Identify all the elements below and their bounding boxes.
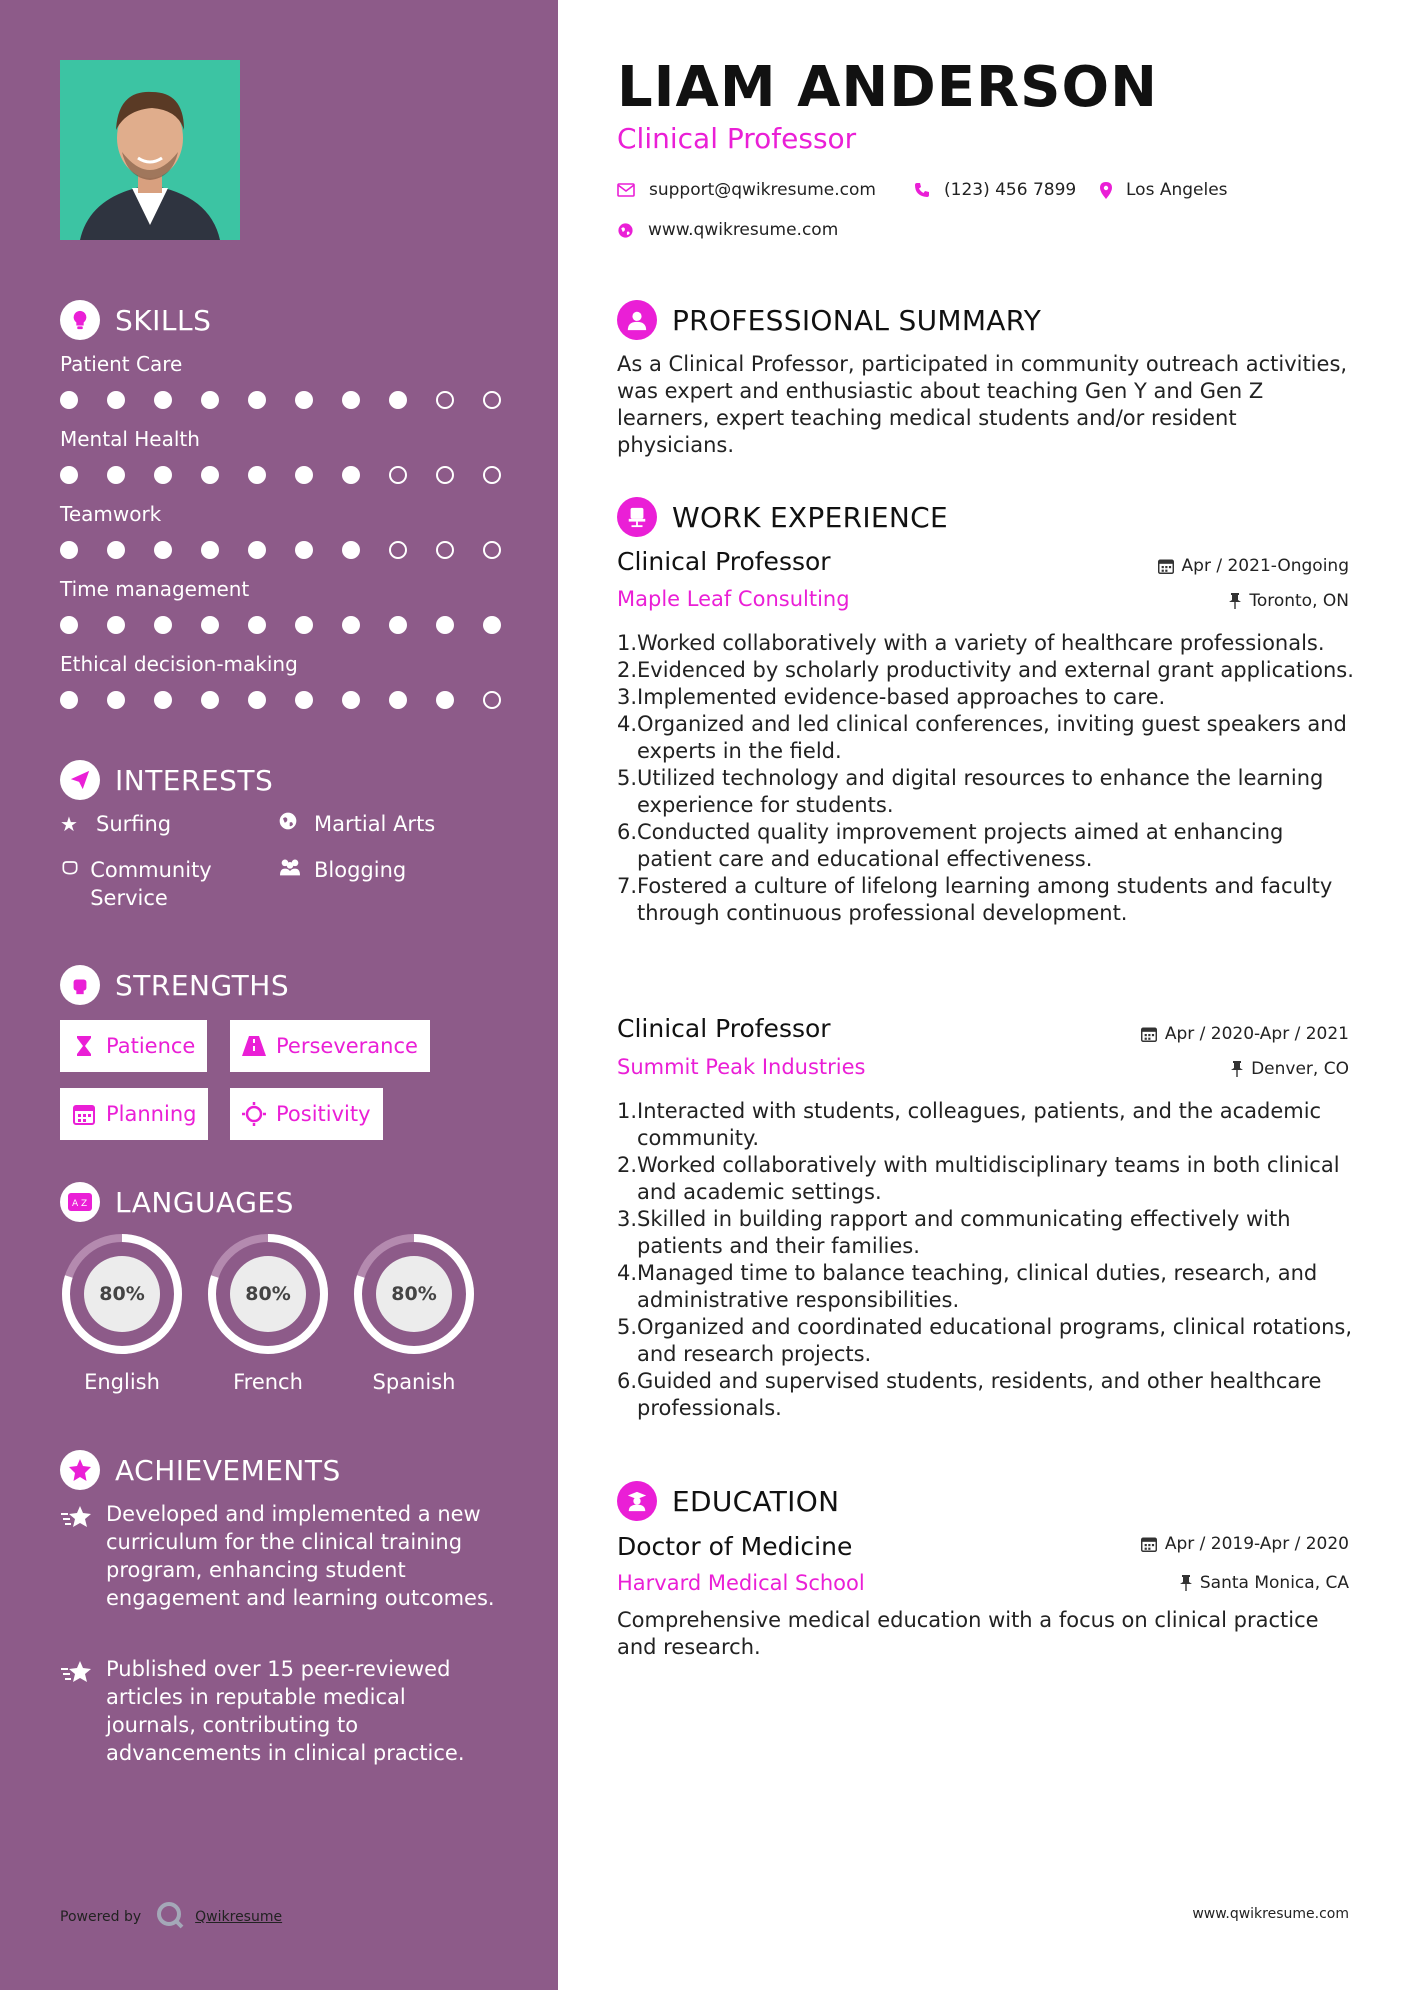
education-description: Comprehensive medical education with a focus on clinical practice and research. bbox=[617, 1608, 1319, 1659]
skill-label: Teamwork bbox=[60, 502, 162, 526]
strength-badge: Planning bbox=[60, 1088, 208, 1140]
skill-dot-empty bbox=[436, 466, 454, 484]
skill-dot-filled bbox=[60, 466, 78, 484]
skill-dot-filled bbox=[342, 616, 360, 634]
calendar-icon bbox=[1141, 1026, 1157, 1042]
skill-dot-filled bbox=[295, 391, 313, 409]
skill-dot-filled bbox=[295, 541, 313, 559]
skill-dot-filled bbox=[154, 691, 172, 709]
skill-dot-empty bbox=[389, 466, 407, 484]
job-dates: Apr / 2020-Apr / 2021 bbox=[1141, 1024, 1349, 1044]
sun-icon bbox=[242, 1102, 266, 1126]
list-number: 6 . bbox=[617, 819, 635, 873]
powered-by: Powered by Qwikresume bbox=[60, 1900, 282, 1934]
skill-dot-filled bbox=[295, 691, 313, 709]
interest-item: Blogging bbox=[278, 856, 406, 884]
skill-dot-filled bbox=[295, 466, 313, 484]
strength-badge: Patience bbox=[60, 1020, 207, 1072]
list-item bbox=[617, 1152, 1357, 1206]
briefcase-chair-icon bbox=[617, 497, 657, 537]
skill-dot-filled bbox=[154, 466, 172, 484]
skill-dot-empty bbox=[483, 541, 501, 559]
list-item bbox=[617, 873, 1357, 927]
skill-dot-filled bbox=[107, 466, 125, 484]
skill-dot-filled bbox=[107, 691, 125, 709]
skills-heading: SKILLS bbox=[60, 300, 211, 340]
graduate-icon bbox=[617, 1481, 657, 1521]
contact-email[interactable]: support@qwikresume.com bbox=[617, 180, 876, 200]
skill-dot-filled bbox=[248, 616, 266, 634]
skill-dot-filled bbox=[389, 691, 407, 709]
skill-dot-filled bbox=[436, 616, 454, 634]
job-company: Maple Leaf Consulting bbox=[617, 587, 850, 611]
job-dates: Apr / 2021-Ongoing bbox=[1158, 556, 1349, 576]
list-number: 3 . bbox=[617, 684, 635, 711]
skill-dot-filled bbox=[342, 541, 360, 559]
contact-phone[interactable]: (123) 456 7899 bbox=[914, 180, 1076, 200]
list-item bbox=[617, 1206, 1357, 1260]
map-pin-icon bbox=[1100, 182, 1112, 199]
skill-dot-filled bbox=[107, 391, 125, 409]
skill-rating bbox=[60, 615, 530, 635]
education-location: Santa Monica, CA bbox=[1180, 1573, 1349, 1593]
list-number: 5 . bbox=[617, 1314, 635, 1368]
list-number: 4 . bbox=[617, 711, 635, 765]
list-number: 3 . bbox=[617, 1206, 635, 1260]
calendar-icon bbox=[1141, 1536, 1157, 1552]
skill-dot-filled bbox=[154, 616, 172, 634]
skill-dot-filled bbox=[60, 616, 78, 634]
skill-dot-empty bbox=[389, 541, 407, 559]
list-item-text: Organized and coordinated educational programs, clinical rotations, and research projects. bbox=[637, 1315, 1353, 1366]
skill-dot-filled bbox=[60, 391, 78, 409]
list-item-text: Skilled in building rapport and communicating effectively with patients and their families. bbox=[637, 1207, 1291, 1258]
list-item-text: Managed time to balance teaching, clinical duties, research, and administrative responsibilities. bbox=[637, 1261, 1318, 1312]
svg-text:Z: Z bbox=[81, 1199, 88, 1209]
skill-dot-filled bbox=[342, 691, 360, 709]
skill-rating bbox=[60, 540, 530, 560]
skill-label: Mental Health bbox=[60, 427, 200, 451]
list-number: 7 . bbox=[617, 873, 635, 927]
skill-dot-filled bbox=[389, 616, 407, 634]
language-name: Spanish bbox=[372, 1370, 456, 1394]
skill-dot-empty bbox=[436, 391, 454, 409]
profile-photo bbox=[60, 60, 240, 240]
achievement-item: Developed and implemented a new curriculum for the clinical training program, enhancing student engagement and learning outcomes. bbox=[60, 1500, 500, 1612]
education-degree: Doctor of Medicine bbox=[617, 1532, 853, 1561]
skill-dot-empty bbox=[436, 541, 454, 559]
skill-label: Patient Care bbox=[60, 352, 183, 376]
contact-location: Los Angeles bbox=[1100, 180, 1228, 200]
star-icon: ★ bbox=[60, 812, 78, 836]
job-location: Denver, CO bbox=[1231, 1059, 1349, 1079]
skill-dot-filled bbox=[483, 616, 501, 634]
summary-text: As a Clinical Professor, participated in community outreach activities, was expert and enthusiastic about teaching Gen Y and Gen Z learners, expert teaching medical students and/or resident physicians. bbox=[617, 352, 1348, 457]
skill-rating bbox=[60, 465, 530, 485]
skill-dot-filled bbox=[342, 391, 360, 409]
strength-badge: Perseverance bbox=[230, 1020, 430, 1072]
skill-dot-filled bbox=[201, 466, 219, 484]
pushpin-icon bbox=[1231, 1061, 1243, 1077]
pushpin-icon bbox=[1229, 593, 1241, 609]
skill-dot-empty bbox=[483, 691, 501, 709]
language-percent: 80% bbox=[99, 1283, 145, 1305]
list-item-text: Worked collaboratively with multidisciplinary teams in both clinical and academic settings. bbox=[637, 1153, 1340, 1204]
list-number: 5 . bbox=[617, 765, 635, 819]
skill-dot-filled bbox=[60, 541, 78, 559]
skill-dot-filled bbox=[201, 541, 219, 559]
achievements-heading: ACHIEVEMENTS bbox=[60, 1450, 341, 1490]
skill-dot-filled bbox=[436, 691, 454, 709]
skill-dot-filled bbox=[107, 616, 125, 634]
language-icon bbox=[60, 1182, 100, 1222]
skill-dot-filled bbox=[248, 466, 266, 484]
svg-text:A: A bbox=[72, 1199, 79, 1209]
language-percent: 80% bbox=[245, 1283, 291, 1305]
skill-dot-empty bbox=[483, 391, 501, 409]
footer-website-link[interactable]: www.qwikresume.com bbox=[1192, 1906, 1349, 1922]
qwikresume-link[interactable]: Qwikresume bbox=[195, 1909, 283, 1925]
skill-dot-filled bbox=[248, 691, 266, 709]
skill-dot-filled bbox=[154, 541, 172, 559]
skill-dot-filled bbox=[154, 391, 172, 409]
job-title: Clinical Professor bbox=[617, 1014, 831, 1043]
skill-dot-filled bbox=[248, 391, 266, 409]
language-name: French bbox=[233, 1370, 303, 1394]
paper-plane-icon bbox=[60, 760, 100, 800]
list-number: 4 . bbox=[617, 1260, 635, 1314]
language-percent: 80% bbox=[391, 1283, 437, 1305]
globe-icon bbox=[617, 222, 634, 239]
fist-icon bbox=[60, 965, 100, 1005]
list-number: 6 . bbox=[617, 1368, 635, 1422]
language-ring bbox=[60, 1232, 184, 1356]
list-item bbox=[617, 1368, 1357, 1422]
interest-item: ★ Surfing bbox=[60, 812, 172, 836]
interest-item: Martial Arts bbox=[278, 810, 435, 838]
list-item-text: Worked collaboratively with a variety of healthcare professionals. bbox=[637, 631, 1325, 655]
skill-dot-filled bbox=[248, 541, 266, 559]
lightbulb-icon bbox=[60, 300, 100, 340]
language-ring bbox=[206, 1232, 330, 1356]
skill-dot-filled bbox=[389, 391, 407, 409]
envelope-icon bbox=[617, 183, 635, 197]
skill-label: Ethical decision-making bbox=[60, 652, 298, 676]
pushpin-icon bbox=[1180, 1575, 1192, 1591]
skill-dot-filled bbox=[107, 541, 125, 559]
sidebar bbox=[0, 0, 558, 1990]
candidate-name: LIAM ANDERSON bbox=[617, 55, 1158, 120]
list-item bbox=[617, 1314, 1357, 1368]
phone-icon bbox=[914, 182, 930, 198]
interests-heading: INTERESTS bbox=[60, 760, 273, 800]
skill-dot-empty bbox=[483, 466, 501, 484]
list-item bbox=[617, 657, 1357, 684]
star-badge-icon bbox=[60, 1450, 100, 1490]
language-ring bbox=[352, 1232, 476, 1356]
strengths-heading: STRENGTHS bbox=[60, 965, 289, 1005]
skill-rating bbox=[60, 390, 530, 410]
list-item bbox=[617, 1260, 1357, 1314]
language-name: English bbox=[84, 1370, 160, 1394]
skill-dot-filled bbox=[295, 616, 313, 634]
achievement-item: Published over 15 peer-reviewed articles in reputable medical journals, contributing to advancements in clinical practice. bbox=[60, 1655, 500, 1767]
list-number: 1 . bbox=[617, 630, 635, 657]
experience-heading: WORK EXPERIENCE bbox=[617, 497, 948, 537]
list-item bbox=[617, 630, 1357, 657]
hourglass-icon bbox=[72, 1034, 96, 1058]
skill-dot-filled bbox=[201, 391, 219, 409]
interest-item: Community Service bbox=[60, 856, 250, 912]
list-item bbox=[617, 684, 1357, 711]
list-item-text: Interacted with students, colleagues, patients, and the academic community. bbox=[637, 1099, 1322, 1150]
list-item bbox=[617, 765, 1357, 819]
hand-icon bbox=[60, 856, 80, 884]
list-number: 1 . bbox=[617, 1098, 635, 1152]
skill-dot-filled bbox=[60, 691, 78, 709]
education-dates: Apr / 2019-Apr / 2020 bbox=[1141, 1534, 1349, 1554]
user-icon bbox=[617, 300, 657, 340]
list-item bbox=[617, 711, 1357, 765]
skill-rating bbox=[60, 690, 530, 710]
globe-icon bbox=[278, 810, 304, 838]
list-item-text: Conducted quality improvement projects aimed at enhancing patient care and educational effectiveness. bbox=[637, 820, 1284, 871]
candidate-role: Clinical Professor bbox=[617, 122, 857, 155]
contact-website[interactable]: www.qwikresume.com bbox=[617, 220, 838, 240]
list-item-text: Fostered a culture of lifelong learning among students and faculty through continuous professional development. bbox=[637, 874, 1333, 925]
skill-dot-filled bbox=[201, 691, 219, 709]
list-item-text: Organized and led clinical conferences, inviting guest speakers and experts in the field. bbox=[637, 712, 1347, 763]
list-item bbox=[617, 819, 1357, 873]
list-item-text: Evidenced by scholarly productivity and external grant applications. bbox=[637, 658, 1354, 682]
skill-dot-filled bbox=[342, 466, 360, 484]
road-icon bbox=[242, 1034, 266, 1058]
list-item bbox=[617, 1098, 1357, 1152]
job-responsibilities bbox=[617, 630, 1357, 927]
education-heading: EDUCATION bbox=[617, 1481, 839, 1521]
list-item-text: Utilized technology and digital resources to enhance the learning experience for students. bbox=[637, 766, 1324, 817]
calendar-icon bbox=[1158, 558, 1174, 574]
skill-label: Time management bbox=[60, 577, 250, 601]
education-school: Harvard Medical School bbox=[617, 1571, 865, 1595]
job-responsibilities bbox=[617, 1098, 1357, 1422]
languages-heading: A Z LANGUAGES bbox=[60, 1182, 294, 1222]
list-number: 2 . bbox=[617, 657, 635, 684]
skill-dot-filled bbox=[201, 616, 219, 634]
qwikresume-logo-icon bbox=[155, 1900, 185, 1934]
achievement-star-icon bbox=[60, 1655, 96, 1767]
list-item-text: Guided and supervised students, residents, and other healthcare professionals. bbox=[637, 1369, 1322, 1420]
job-title: Clinical Professor bbox=[617, 547, 831, 576]
calendar-icon bbox=[72, 1102, 96, 1126]
users-icon bbox=[278, 856, 304, 884]
job-company: Summit Peak Industries bbox=[617, 1055, 866, 1079]
list-item-text: Implemented evidence-based approaches to care. bbox=[637, 685, 1166, 709]
summary-heading: PROFESSIONAL SUMMARY bbox=[617, 300, 1041, 340]
job-location: Toronto, ON bbox=[1229, 591, 1349, 611]
list-number: 2 . bbox=[617, 1152, 635, 1206]
achievement-star-icon bbox=[60, 1500, 96, 1612]
strength-badge: Positivity bbox=[230, 1088, 383, 1140]
